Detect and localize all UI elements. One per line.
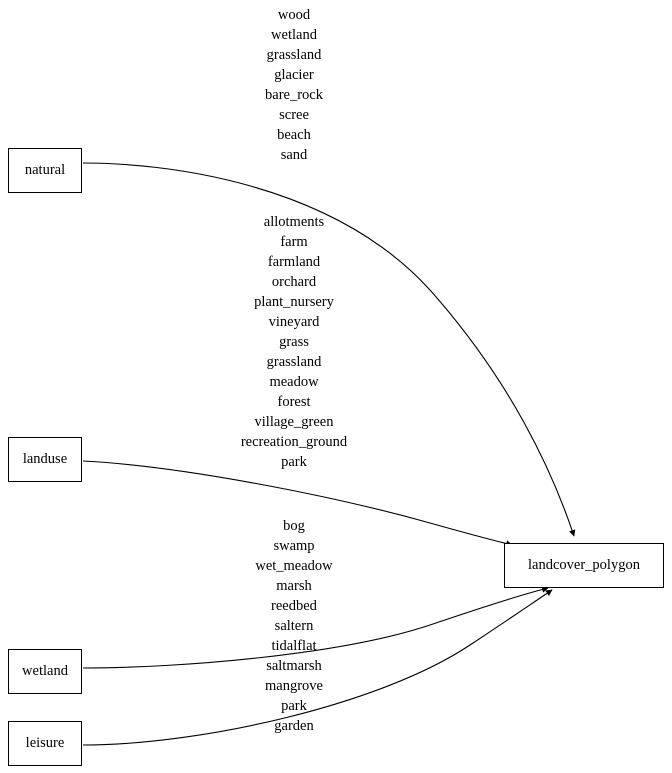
edge-label-group-leisure xyxy=(194,696,394,736)
edge-label: farm xyxy=(280,234,308,250)
edge-label: meadow xyxy=(269,374,319,390)
edge-label: mangrove xyxy=(265,678,323,694)
edge-label: park xyxy=(281,454,307,470)
node-landuse-label: landuse xyxy=(22,451,68,468)
edge-label: recreation_ground xyxy=(240,434,348,450)
edge-label: wood xyxy=(277,7,311,23)
edge-label: saltmarsh xyxy=(266,658,322,674)
edge-label: sand xyxy=(280,147,308,163)
edge-label: allotments xyxy=(263,214,325,230)
node-landcover-polygon-label: landcover_polygon xyxy=(528,557,640,574)
edge-label: grass xyxy=(279,334,309,350)
edge-label: tidalflat xyxy=(271,638,317,654)
edge-label: scree xyxy=(279,107,309,123)
edge-label-group-landuse xyxy=(194,212,394,472)
node-natural[interactable] xyxy=(8,148,82,193)
edge-label: reedbed xyxy=(271,598,317,614)
edge-label: farmland xyxy=(267,254,321,270)
node-wetland-label: wetland xyxy=(22,663,68,680)
edge-label: wet_meadow xyxy=(255,558,333,574)
edge-label: park xyxy=(281,698,307,714)
node-leisure[interactable] xyxy=(8,721,82,766)
edge-label-group-wetland xyxy=(194,516,394,696)
edge-label: swamp xyxy=(273,538,315,554)
edge-label: beach xyxy=(277,127,311,143)
edge-label: bare_rock xyxy=(265,87,323,103)
edge-label: bog xyxy=(283,518,305,534)
edge-label: garden xyxy=(274,718,314,734)
edge-label: grassland xyxy=(266,47,322,63)
node-wetland[interactable] xyxy=(8,649,82,694)
edge-label: saltern xyxy=(274,618,314,634)
edge-label: plant_nursery xyxy=(254,294,334,310)
edge-label: marsh xyxy=(276,578,312,594)
edge-label: wetland xyxy=(271,27,317,43)
edge-label: vineyard xyxy=(268,314,320,330)
node-leisure-label: leisure xyxy=(25,735,65,752)
edge-label: village_green xyxy=(254,414,334,430)
edge-label: grassland xyxy=(266,354,322,370)
node-natural-label: natural xyxy=(24,162,66,179)
node-landcover-polygon[interactable] xyxy=(504,543,664,588)
edge-label: glacier xyxy=(274,67,314,83)
edge-label: orchard xyxy=(271,274,317,290)
node-landuse[interactable] xyxy=(8,437,82,482)
edge-label-group-natural xyxy=(194,5,394,165)
edge-label: forest xyxy=(277,394,311,410)
